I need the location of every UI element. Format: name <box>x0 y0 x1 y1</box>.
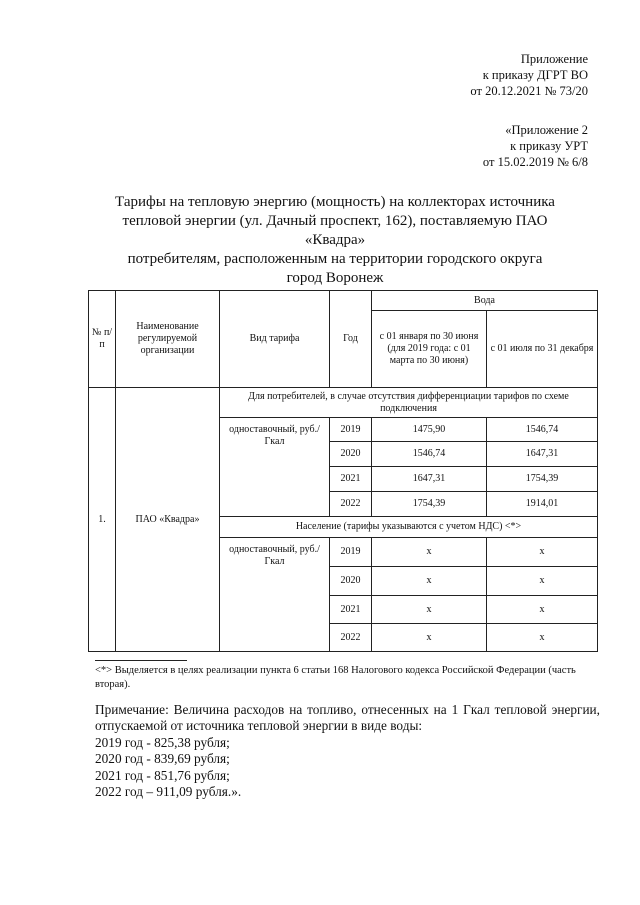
header-period-2: с 01 июля по 31 декабря <box>487 311 598 388</box>
title-line: Тарифы на тепловую энергию (мощность) на коллекторах источника <box>115 194 555 210</box>
original-order-reference: к приказу УРТ <box>510 139 588 153</box>
note-line: 2019 год - 825,38 рубля; <box>95 734 230 750</box>
section-population-title: Население (тарифы указываются с учетом НДС) <*> <box>220 517 598 538</box>
order-date-number: от 20.12.2021 № 73/20 <box>470 84 588 98</box>
fuel-cost-note <box>95 702 600 800</box>
value-cell: x <box>487 596 598 624</box>
value-cell: x <box>372 624 487 652</box>
value-cell: 1475,90 <box>372 418 487 442</box>
row-number: 1. <box>89 388 116 652</box>
year-cell: 2019 <box>330 418 372 442</box>
year-cell: 2020 <box>330 442 372 467</box>
year-cell: 2019 <box>330 538 372 567</box>
header-organization: Наименование регулируемой организации <box>116 291 220 388</box>
header-year: Год <box>330 291 372 388</box>
year-cell: 2021 <box>330 467 372 492</box>
tariff-table <box>88 290 598 652</box>
value-cell: x <box>487 538 598 567</box>
tariff-type-cell: одноставочный, руб./Гкал <box>220 538 330 652</box>
value-cell: x <box>372 596 487 624</box>
section-consumers-title: Для потребителей, в случае отсутствия дифференциации тарифов по схеме подключения <box>220 388 598 418</box>
note-line: 2022 год – 911,09 рубля.». <box>95 784 242 800</box>
value-cell: x <box>487 624 598 652</box>
appendix-header <box>470 51 588 99</box>
appendix-label: Приложение <box>520 52 588 66</box>
title-line: потребителям, расположенным на территории городского округа <box>127 251 543 267</box>
year-cell: 2022 <box>330 624 372 652</box>
title-line: город Воронеж <box>286 270 384 286</box>
value-cell: x <box>372 538 487 567</box>
organization-name: ПАО «Квадра» <box>116 388 220 652</box>
title-line: тепловой энергии (ул. Дачный проспект, 162), поставляемую ПАО «Квадра» <box>122 213 548 248</box>
year-cell: 2020 <box>330 567 372 596</box>
document-title <box>95 193 575 288</box>
value-cell: 1647,31 <box>372 467 487 492</box>
value-cell: 1754,39 <box>372 492 487 517</box>
header-tariff-type: Вид тарифа <box>220 291 330 388</box>
note-line: Примечание: Величина расходов на топливо, отнесенных на 1 Гкал тепловой энергии, <box>95 702 600 717</box>
footnote-separator <box>95 660 187 661</box>
footnote: <*> Выделяется в целях реализации пункта 6 статьи 168 Налогового кодекса Российской Федерации (часть вторая). <box>95 665 576 690</box>
value-cell: 1754,39 <box>487 467 598 492</box>
value-cell: x <box>372 567 487 596</box>
note-line: отпускаемой от источника тепловой энергии в виде воды: <box>95 718 423 734</box>
value-cell: 1546,74 <box>372 442 487 467</box>
original-order-date-number: от 15.02.2019 № 6/8 <box>482 155 588 169</box>
value-cell: x <box>487 567 598 596</box>
value-cell: 1914,01 <box>487 492 598 517</box>
value-cell: 1546,74 <box>487 418 598 442</box>
header-number: № п/п <box>89 291 116 388</box>
tariff-type-cell: одноставочный, руб./Гкал <box>220 418 330 517</box>
year-cell: 2021 <box>330 596 372 624</box>
original-appendix-header <box>483 122 588 170</box>
value-cell: 1647,31 <box>487 442 598 467</box>
year-cell: 2022 <box>330 492 372 517</box>
original-appendix-label: «Приложение 2 <box>505 123 588 137</box>
note-line: 2021 год - 851,76 рубля; <box>95 767 230 783</box>
order-reference: к приказу ДГРТ ВО <box>482 68 588 82</box>
note-line: 2020 год - 839,69 рубля; <box>95 751 230 767</box>
header-period-1: с 01 января по 30 июня (для 2019 года: с 01 марта по 30 июня) <box>372 311 487 388</box>
header-water: Вода <box>372 291 598 311</box>
